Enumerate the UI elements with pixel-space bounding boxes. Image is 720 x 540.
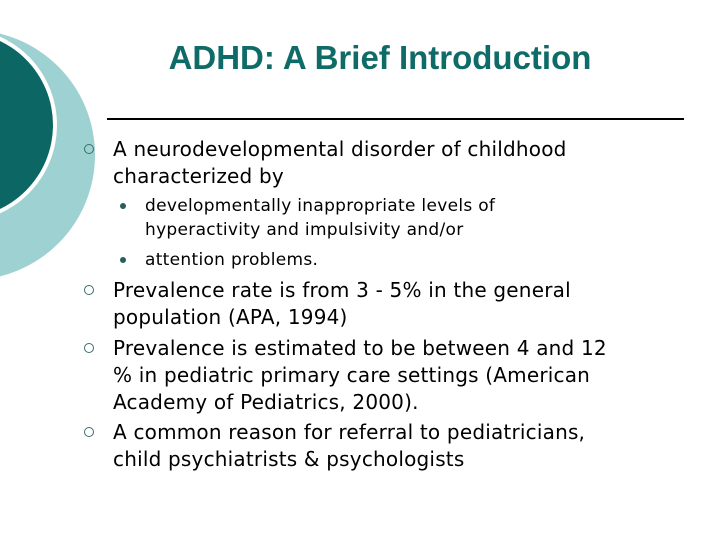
hollow-circle-bullet-icon (84, 285, 94, 295)
bullet-line: Academy of Pediatrics, 2000). (113, 390, 419, 414)
hollow-circle-bullet-icon (84, 343, 94, 353)
hollow-circle-bullet-icon (84, 144, 94, 154)
bullet-text (113, 277, 673, 331)
bullet-line: Prevalence is estimated to be between 4 and 12 (113, 336, 607, 360)
bullet-text (113, 136, 673, 190)
bullet-line: A neurodevelopmental disorder of childhood (113, 137, 567, 161)
bullet-line: % in pediatric primary care settings (American (113, 363, 591, 387)
bullet-line: population (APA, 1994) (113, 305, 348, 329)
filled-dot-bullet-icon (120, 257, 126, 263)
sub-bullet-text (145, 194, 645, 242)
bullet-line: characterized by (113, 164, 284, 188)
bullet-line: A common reason for referral to pediatricians, (113, 420, 586, 444)
title-divider (107, 118, 684, 120)
sub-bullet-line: developmentally inappropriate levels of (145, 196, 496, 216)
bullet-line: Prevalence rate is from 3 - 5% in the general (113, 278, 571, 302)
sub-bullet-line: hyperactivity and impulsivity and/or (145, 220, 464, 240)
slide-title: ADHD: A Brief Introduction (168, 39, 592, 76)
bullet-text (113, 335, 673, 416)
hollow-circle-bullet-icon (84, 427, 94, 437)
sub-bullet-text (145, 248, 645, 272)
bullet-text (113, 419, 673, 473)
bullet-line: child psychiatrists & psychologists (113, 447, 465, 471)
filled-dot-bullet-icon (120, 203, 126, 209)
sub-bullet-line: attention problems. (145, 250, 319, 270)
